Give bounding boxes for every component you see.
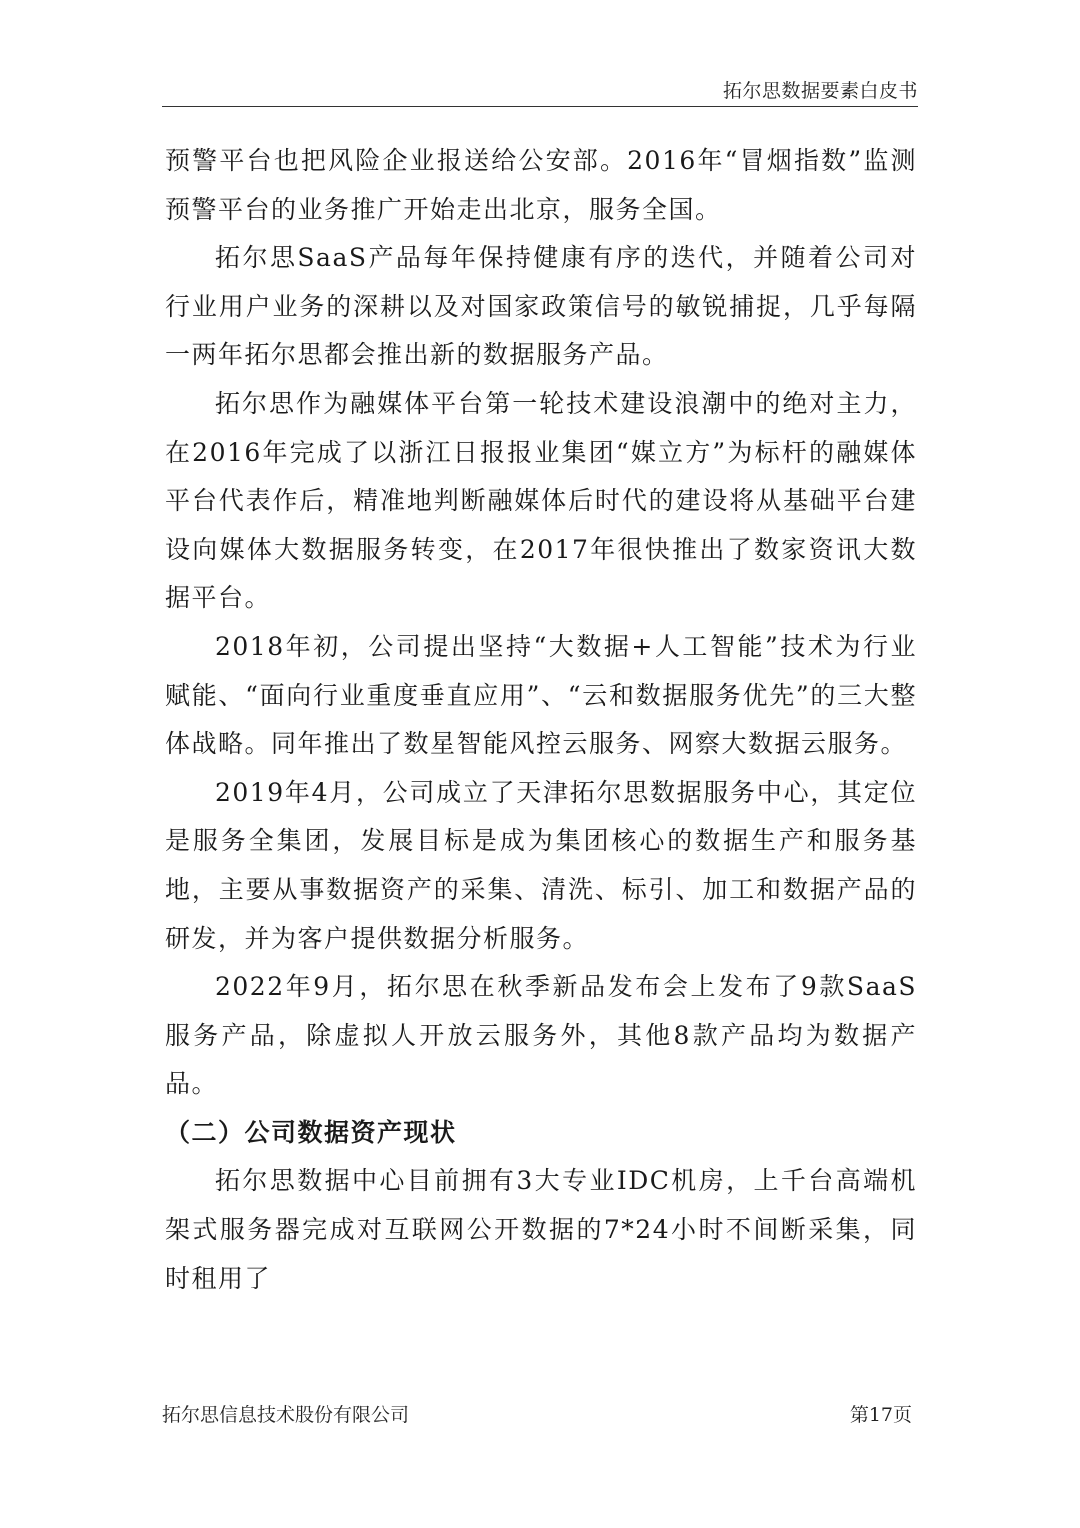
running-header-title: 拓尔思数据要素白皮书 (722, 80, 918, 102)
footer-page-number: 第17页 (849, 1404, 912, 1426)
paragraph-data-assets: 拓尔思数据中心目前拥有3大专业IDC机房，上千台高端机架式服务器完成对互联网公开数据的7*24小时不间断采集，同时租用了 (165, 1166, 917, 1293)
body-text (165, 137, 917, 1303)
paragraph-media-platform: 拓尔思作为融媒体平台第一轮技术建设浪潮中的绝对主力，在2016年完成了以浙江日报报业集团“媒立方”为标杆的融媒体平台代表作后，精准地判断融媒体后时代的建设将从基础平台建设向媒体大数据服务转变，在2017年很快推出了数家资讯大数据平台。 (165, 388, 917, 613)
footer-company-name: 拓尔思信息技术股份有限公司 (162, 1404, 410, 1426)
header-divider (162, 106, 918, 107)
paragraph-saas-iteration: 拓尔思SaaS产品每年保持健康有序的迭代，并随着公司对行业用户业务的深耕以及对国家政策信号的敏锐捕捉，几乎每隔一两年拓尔思都会推出新的数据服务产品。 (165, 243, 917, 370)
paragraph-2018-strategy: 2018年初，公司提出坚持“大数据+人工智能”技术为行业赋能、“面向行业重度垂直应用”、“云和数据服务优先”的三大整体战略。同年推出了数星智能风控云服务、网察大数据云服务。 (165, 631, 917, 759)
section-heading: （二）公司数据资产现状 (165, 1117, 457, 1147)
paragraph-2019-data-center: 2019年4月，公司成立了天津拓尔思数据服务中心，其定位是服务全集团，发展目标是成为集团核心的数据生产和服务基地，主要从事数据资产的采集、清洗、标引、加工和数据产品的研发，并为客户提供数据分析服务。 (165, 777, 917, 953)
paragraph-2022-launch: 2022年9月，拓尔思在秋季新品发布会上发布了9款SaaS服务产品，除虚拟人开放云服务外，其他8款产品均为数据产品。 (165, 972, 917, 1099)
paragraph-continuation: 预警平台也把风险企业报送给公安部。2016年“冒烟指数”监测预警平台的业务推广开始走出北京，服务全国。 (165, 146, 917, 224)
